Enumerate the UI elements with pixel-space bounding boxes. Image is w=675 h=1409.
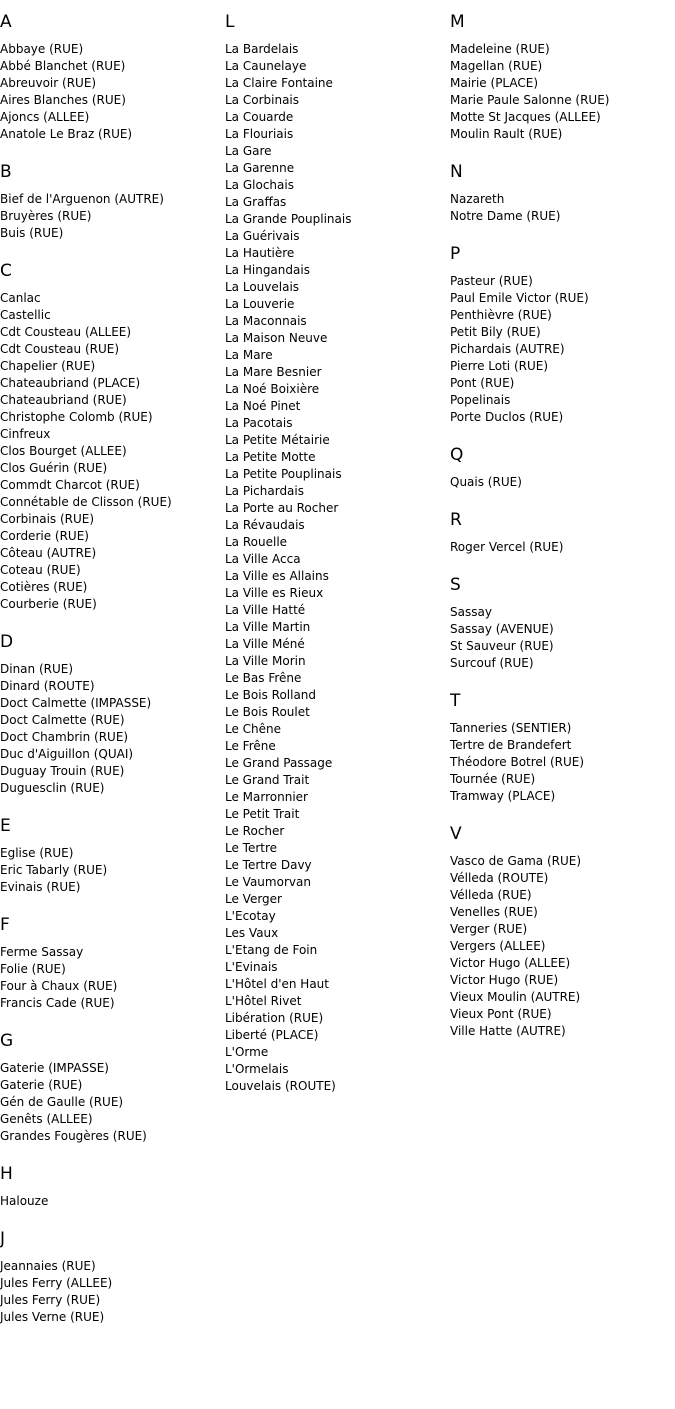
street-name: La Petite Motte — [225, 450, 316, 464]
street-name: Halouze — [0, 1194, 49, 1208]
street-name: La Maconnais — [225, 314, 307, 328]
street-name: Eglise (RUE) — [0, 846, 74, 860]
section-letter-heading: B — [0, 162, 12, 182]
street-name: Bief de l'Arguenon (AUTRE) — [0, 192, 164, 206]
street-name: Penthièvre (RUE) — [450, 308, 552, 322]
street-name: Anatole Le Braz (RUE) — [0, 127, 133, 141]
street-list — [450, 853, 675, 1040]
street-name: Surcouf (RUE) — [450, 656, 534, 670]
street-name: Pont (RUE) — [450, 376, 515, 390]
street-name: La Porte au Rocher — [225, 501, 339, 515]
street-name: Le Grand Passage — [225, 756, 333, 770]
section-spacer — [450, 805, 675, 823]
street-name: Libération (RUE) — [225, 1011, 324, 1025]
section-spacer — [0, 797, 225, 815]
street-name: Tramway (PLACE) — [450, 789, 556, 803]
street-name: Petit Bily (RUE) — [450, 325, 541, 339]
street-name: La Hingandais — [225, 263, 310, 277]
street-list — [0, 1258, 225, 1326]
street-name: La Gare — [225, 144, 272, 158]
street-list — [0, 944, 225, 1012]
section-spacer — [450, 672, 675, 690]
letter-section — [450, 11, 675, 143]
street-name: Le Bois Rolland — [225, 688, 317, 702]
letter-section — [225, 11, 450, 1095]
letter-section — [0, 631, 225, 797]
street-name: L'Ecotay — [225, 909, 276, 923]
street-name: La Maison Neuve — [225, 331, 328, 345]
section-letter-heading: A — [0, 12, 12, 32]
street-name: La Noé Boixière — [225, 382, 320, 396]
street-list — [0, 290, 225, 613]
street-list — [0, 191, 225, 242]
street-name: Liberté (PLACE) — [225, 1028, 319, 1042]
street-name: Chateaubriand (PLACE) — [0, 376, 141, 390]
street-name: Abbaye (RUE) — [0, 42, 84, 56]
letter-section — [450, 444, 675, 491]
street-name: Vélleda (RUE) — [450, 888, 532, 902]
street-name: Côteau (AUTRE) — [0, 546, 97, 560]
section-letter-heading: M — [450, 12, 465, 32]
street-name: La Noé Pinet — [225, 399, 301, 413]
street-name: Francis Cade (RUE) — [0, 996, 115, 1010]
section-spacer — [450, 143, 675, 161]
street-list — [225, 41, 450, 1095]
street-name: La Claire Fontaine — [225, 76, 333, 90]
section-spacer — [0, 896, 225, 914]
street-list — [450, 539, 675, 556]
street-name: Victor Hugo (ALLEE) — [450, 956, 571, 970]
street-name: Le Grand Trait — [225, 773, 310, 787]
street-name: Courberie (RUE) — [0, 597, 97, 611]
street-name: Commdt Charcot (RUE) — [0, 478, 140, 492]
street-name: Ajoncs (ALLEE) — [0, 110, 90, 124]
street-list — [450, 474, 675, 491]
street-name: Abreuvoir (RUE) — [0, 76, 97, 90]
section-letter-heading: N — [450, 162, 463, 182]
street-name: Verger (RUE) — [450, 922, 528, 936]
letter-section — [450, 574, 675, 672]
section-letter-heading: R — [450, 510, 462, 530]
section-letter-heading: H — [0, 1164, 13, 1184]
street-name: Four à Chaux (RUE) — [0, 979, 118, 993]
street-list — [450, 720, 675, 805]
street-name: La Mare Besnier — [225, 365, 322, 379]
street-name: Folie (RUE) — [0, 962, 66, 976]
street-name: Jules Ferry (RUE) — [0, 1293, 101, 1307]
letter-section — [0, 11, 225, 143]
street-name: La Ville Acca — [225, 552, 301, 566]
street-name: Bruyères (RUE) — [0, 209, 92, 223]
street-name: La Glochais — [225, 178, 294, 192]
street-name: Connétable de Clisson (RUE) — [0, 495, 172, 509]
street-name: L'Hôtel d'en Haut — [225, 977, 329, 991]
street-name: Motte St Jacques (ALLEE) — [450, 110, 601, 124]
street-name: Doct Calmette (RUE) — [0, 713, 125, 727]
street-name: Le Marronnier — [225, 790, 308, 804]
street-name: La Garenne — [225, 161, 295, 175]
street-name: Jeannaies (RUE) — [0, 1259, 96, 1273]
street-name: Pichardais (AUTRE) — [450, 342, 565, 356]
street-name: La Corbinais — [225, 93, 300, 107]
street-name: St Sauveur (RUE) — [450, 639, 554, 653]
letter-section — [450, 509, 675, 556]
street-name: Clos Bourget (ALLEE) — [0, 444, 127, 458]
street-name: Tertre de Brandefert — [450, 738, 572, 752]
section-letter-heading: V — [450, 824, 462, 844]
street-name: Gén de Gaulle (RUE) — [0, 1095, 124, 1109]
section-spacer — [0, 613, 225, 631]
street-name: Mairie (PLACE) — [450, 76, 539, 90]
street-list — [0, 1193, 225, 1210]
street-name: Vergers (ALLEE) — [450, 939, 546, 953]
street-name: Gaterie (RUE) — [0, 1078, 83, 1092]
section-letter-heading: D — [0, 632, 14, 652]
letter-section — [0, 260, 225, 613]
street-name: La Graffas — [225, 195, 287, 209]
street-name: La Grande Pouplinais — [225, 212, 352, 226]
letter-section — [0, 1030, 225, 1145]
street-name: Le Verger — [225, 892, 282, 906]
street-name: La Bardelais — [225, 42, 299, 56]
street-name: Buis (RUE) — [0, 226, 64, 240]
street-name: L'Etang de Foin — [225, 943, 318, 957]
street-name: La Flouriais — [225, 127, 294, 141]
street-name: La Révaudais — [225, 518, 305, 532]
letter-section — [450, 823, 675, 1040]
letter-section — [0, 1228, 225, 1326]
letter-section — [0, 161, 225, 242]
street-name: Notre Dame (RUE) — [450, 209, 561, 223]
street-name: Théodore Botrel (RUE) — [450, 755, 585, 769]
street-name: Victor Hugo (RUE) — [450, 973, 559, 987]
street-name: Ville Hatte (AUTRE) — [450, 1024, 566, 1038]
street-name: Le Frêne — [225, 739, 276, 753]
street-name: Corderie (RUE) — [0, 529, 89, 543]
street-name: Moulin Rault (RUE) — [450, 127, 563, 141]
street-name: La Ville Hatté — [225, 603, 306, 617]
section-spacer — [0, 1145, 225, 1163]
section-spacer — [450, 556, 675, 574]
street-name: Pierre Loti (RUE) — [450, 359, 549, 373]
section-spacer — [450, 426, 675, 444]
section-letter-heading: J — [0, 1229, 6, 1249]
street-name: Vieux Pont (RUE) — [450, 1007, 552, 1021]
street-name: Canlac — [0, 291, 41, 305]
street-list — [450, 191, 675, 225]
street-name: Gaterie (IMPASSE) — [0, 1061, 109, 1075]
street-name: Coteau (RUE) — [0, 563, 81, 577]
section-spacer — [0, 1210, 225, 1228]
section-letter-heading: E — [0, 816, 11, 836]
street-name: La Mare — [225, 348, 273, 362]
street-name: L'Evinais — [225, 960, 278, 974]
column-1 — [0, 11, 225, 1326]
section-spacer — [450, 491, 675, 509]
street-name: La Rouelle — [225, 535, 288, 549]
street-name: Roger Vercel (RUE) — [450, 540, 564, 554]
street-name: La Petite Métairie — [225, 433, 330, 447]
section-letter-heading: S — [450, 575, 461, 595]
street-name: La Caunelaye — [225, 59, 307, 73]
street-name: Duguay Trouin (RUE) — [0, 764, 125, 778]
street-name: Abbé Blanchet (RUE) — [0, 59, 126, 73]
street-name: Cdt Cousteau (RUE) — [0, 342, 120, 356]
street-name: Vélleda (ROUTE) — [450, 871, 549, 885]
street-name: Duguesclin (RUE) — [0, 781, 105, 795]
street-name: Genêts (ALLEE) — [0, 1112, 93, 1126]
street-name: La Pacotais — [225, 416, 293, 430]
street-name: Tanneries (SENTIER) — [450, 721, 572, 735]
column-2 — [225, 11, 450, 1095]
street-name: Corbinais (RUE) — [0, 512, 95, 526]
letter-section — [0, 1163, 225, 1210]
street-list — [0, 1060, 225, 1145]
street-name: Porte Duclos (RUE) — [450, 410, 564, 424]
street-name: La Ville Martin — [225, 620, 311, 634]
street-name: La Guérivais — [225, 229, 300, 243]
street-name: Le Tertre Davy — [225, 858, 312, 872]
street-name: Clos Guérin (RUE) — [0, 461, 108, 475]
street-name: Venelles (RUE) — [450, 905, 538, 919]
street-name: La Couarde — [225, 110, 294, 124]
street-name: Le Rocher — [225, 824, 285, 838]
section-spacer — [0, 242, 225, 260]
street-name: Le Petit Trait — [225, 807, 300, 821]
street-name: Nazareth — [450, 192, 505, 206]
street-name: La Ville Méné — [225, 637, 305, 651]
street-list — [0, 845, 225, 896]
street-name: Duc d'Aiguillon (QUAI) — [0, 747, 134, 761]
street-name: Christophe Colomb (RUE) — [0, 410, 153, 424]
street-name: Le Bois Roulet — [225, 705, 310, 719]
section-letter-heading: G — [0, 1031, 14, 1051]
street-name: La Hautière — [225, 246, 295, 260]
street-name: La Louvelais — [225, 280, 300, 294]
street-list — [450, 273, 675, 426]
section-letter-heading: Q — [450, 445, 464, 465]
street-name: Grandes Fougères (RUE) — [0, 1129, 147, 1143]
street-name: La Louverie — [225, 297, 295, 311]
section-letter-heading: C — [0, 261, 12, 281]
street-name: Pasteur (RUE) — [450, 274, 533, 288]
section-spacer — [0, 143, 225, 161]
letter-section — [0, 815, 225, 896]
street-name: La Ville es Allains — [225, 569, 329, 583]
street-name: Sassay — [450, 605, 492, 619]
street-name: La Ville Morin — [225, 654, 306, 668]
street-name: Marie Paule Salonne (RUE) — [450, 93, 610, 107]
letter-section — [450, 690, 675, 805]
street-name: Les Vaux — [225, 926, 279, 940]
street-name: Ferme Sassay — [0, 945, 84, 959]
street-name: La Petite Pouplinais — [225, 467, 342, 481]
street-name: Sassay (AVENUE) — [450, 622, 554, 636]
street-name: Evinais (RUE) — [0, 880, 81, 894]
street-name: Louvelais (ROUTE) — [225, 1079, 336, 1093]
section-letter-heading: P — [450, 244, 461, 264]
street-name: Doct Chambrin (RUE) — [0, 730, 129, 744]
street-list — [0, 41, 225, 143]
street-name: Aires Blanches (RUE) — [0, 93, 126, 107]
column-3 — [450, 11, 675, 1040]
street-name: L'Orme — [225, 1045, 269, 1059]
street-name: Popelinais — [450, 393, 511, 407]
street-name: Cinfreux — [0, 427, 51, 441]
street-name: Chapelier (RUE) — [0, 359, 96, 373]
street-name: Eric Tabarly (RUE) — [0, 863, 108, 877]
street-name: Vasco de Gama (RUE) — [450, 854, 582, 868]
street-name: Madeleine (RUE) — [450, 42, 550, 56]
section-spacer — [0, 1012, 225, 1030]
letter-section — [450, 161, 675, 225]
street-list — [0, 661, 225, 797]
street-name: Magellan (RUE) — [450, 59, 543, 73]
street-list — [450, 604, 675, 672]
section-spacer — [450, 225, 675, 243]
street-name: Le Vaumorvan — [225, 875, 311, 889]
street-name: La Ville es Rieux — [225, 586, 324, 600]
section-letter-heading: F — [0, 915, 10, 935]
street-name: Chateaubriand (RUE) — [0, 393, 127, 407]
street-name: Tournée (RUE) — [450, 772, 536, 786]
street-name: L'Ormelais — [225, 1062, 289, 1076]
street-list — [450, 41, 675, 143]
street-name: Jules Ferry (ALLEE) — [0, 1276, 113, 1290]
street-name: L'Hôtel Rivet — [225, 994, 302, 1008]
street-name: Dinard (ROUTE) — [0, 679, 95, 693]
street-name: Castellic — [0, 308, 51, 322]
street-name: Doct Calmette (IMPASSE) — [0, 696, 152, 710]
street-name: Dinan (RUE) — [0, 662, 74, 676]
letter-section — [0, 914, 225, 1012]
street-name: Le Bas Frêne — [225, 671, 302, 685]
letter-section — [450, 243, 675, 426]
street-name: Cdt Cousteau (ALLEE) — [0, 325, 132, 339]
street-name: Le Tertre — [225, 841, 278, 855]
street-name: Cotières (RUE) — [0, 580, 88, 594]
street-name: La Pichardais — [225, 484, 304, 498]
section-letter-heading: T — [450, 691, 461, 711]
street-name: Vieux Moulin (AUTRE) — [450, 990, 581, 1004]
street-name: Quais (RUE) — [450, 475, 522, 489]
street-name: Le Chêne — [225, 722, 282, 736]
section-letter-heading: L — [225, 12, 235, 32]
street-name: Jules Verne (RUE) — [0, 1310, 105, 1324]
street-name: Paul Emile Victor (RUE) — [450, 291, 589, 305]
